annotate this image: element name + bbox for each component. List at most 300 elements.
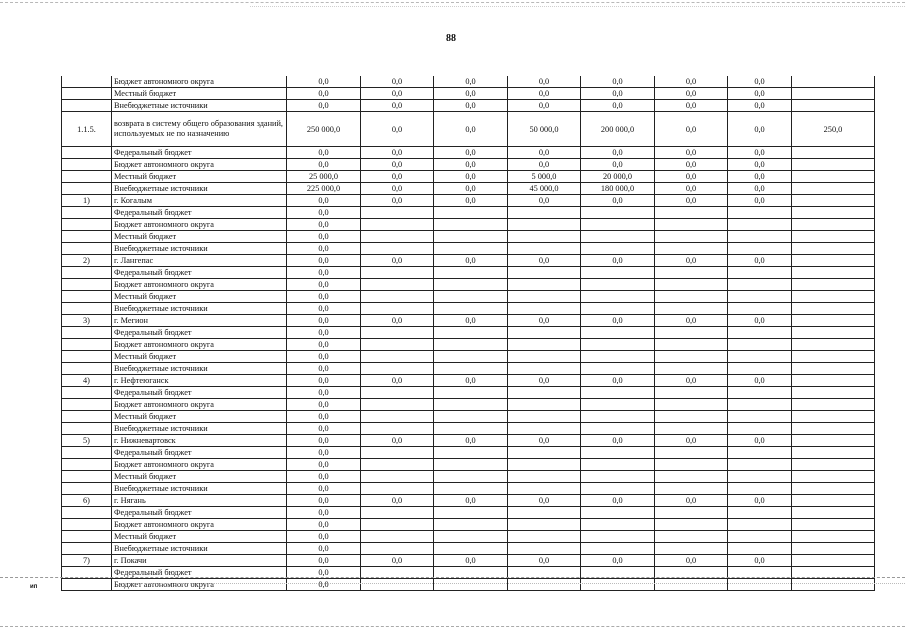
funding-source-name: Местный бюджет bbox=[112, 531, 287, 543]
amount-cell bbox=[792, 207, 875, 219]
amount-cell: 0,0 bbox=[434, 255, 508, 267]
funding-source-name: Федеральный бюджет bbox=[112, 147, 287, 159]
table-row bbox=[62, 351, 875, 363]
row-number bbox=[62, 447, 112, 459]
amount-cell bbox=[508, 543, 581, 555]
page-number: 88 bbox=[446, 33, 456, 44]
amount-cell bbox=[361, 459, 434, 471]
footer-code: ип bbox=[30, 584, 38, 590]
amount-cell: 0,0 bbox=[287, 339, 361, 351]
funding-source-name: Внебюджетные источники bbox=[112, 543, 287, 555]
amount-cell: 0,0 bbox=[434, 195, 508, 207]
amount-cell bbox=[728, 303, 792, 315]
amount-cell bbox=[361, 279, 434, 291]
table-row bbox=[62, 88, 875, 100]
amount-cell: 0,0 bbox=[728, 76, 792, 88]
amount-cell bbox=[792, 327, 875, 339]
amount-cell bbox=[434, 279, 508, 291]
table-row bbox=[62, 100, 875, 112]
amount-cell: 0,0 bbox=[287, 507, 361, 519]
funding-source-name: Федеральный бюджет bbox=[112, 507, 287, 519]
amount-cell bbox=[434, 351, 508, 363]
amount-cell: 0,0 bbox=[655, 495, 728, 507]
amount-cell bbox=[792, 363, 875, 375]
funding-source-name: Внебюджетные источники bbox=[112, 183, 287, 195]
row-number bbox=[62, 579, 112, 591]
amount-cell: 0,0 bbox=[728, 375, 792, 387]
amount-cell bbox=[508, 327, 581, 339]
amount-cell bbox=[728, 531, 792, 543]
amount-cell: 0,0 bbox=[287, 543, 361, 555]
amount-cell bbox=[581, 483, 655, 495]
amount-cell bbox=[728, 363, 792, 375]
amount-cell: 20 000,0 bbox=[581, 171, 655, 183]
amount-cell: 0,0 bbox=[434, 495, 508, 507]
row-number bbox=[62, 207, 112, 219]
amount-cell: 225 000,0 bbox=[287, 183, 361, 195]
amount-cell bbox=[508, 507, 581, 519]
amount-cell: 0,0 bbox=[508, 159, 581, 171]
amount-cell bbox=[655, 327, 728, 339]
funding-source-name: г. Нижневартовск bbox=[112, 435, 287, 447]
funding-source-name: возврата в систему общего образования зданий, используемых не по назначению bbox=[112, 112, 287, 147]
table-row bbox=[62, 483, 875, 495]
funding-source-name: Внебюджетные источники bbox=[112, 243, 287, 255]
amount-cell: 0,0 bbox=[361, 76, 434, 88]
amount-cell bbox=[508, 447, 581, 459]
table-row bbox=[62, 471, 875, 483]
amount-cell: 0,0 bbox=[361, 495, 434, 507]
amount-cell: 0,0 bbox=[287, 447, 361, 459]
amount-cell: 0,0 bbox=[581, 147, 655, 159]
amount-cell bbox=[792, 519, 875, 531]
amount-cell bbox=[581, 447, 655, 459]
funding-source-name: Бюджет автономного округа bbox=[112, 159, 287, 171]
amount-cell bbox=[434, 507, 508, 519]
amount-cell bbox=[434, 231, 508, 243]
amount-cell: 0,0 bbox=[728, 315, 792, 327]
amount-cell bbox=[728, 447, 792, 459]
amount-cell: 0,0 bbox=[728, 112, 792, 147]
amount-cell: 0,0 bbox=[655, 147, 728, 159]
amount-cell bbox=[581, 219, 655, 231]
funding-source-name: Федеральный бюджет bbox=[112, 207, 287, 219]
amount-cell: 0,0 bbox=[287, 291, 361, 303]
scan-edge-footer bbox=[0, 626, 905, 627]
amount-cell: 0,0 bbox=[434, 183, 508, 195]
amount-cell bbox=[434, 339, 508, 351]
amount-cell bbox=[361, 447, 434, 459]
amount-cell: 0,0 bbox=[508, 100, 581, 112]
amount-cell: 0,0 bbox=[361, 112, 434, 147]
amount-cell bbox=[655, 387, 728, 399]
funding-source-name: г. Нефтеюганск bbox=[112, 375, 287, 387]
funding-source-name: г. Нягань bbox=[112, 495, 287, 507]
amount-cell: 0,0 bbox=[655, 255, 728, 267]
amount-cell bbox=[361, 543, 434, 555]
table-row bbox=[62, 339, 875, 351]
amount-cell bbox=[361, 339, 434, 351]
amount-cell bbox=[792, 435, 875, 447]
amount-cell: 0,0 bbox=[728, 195, 792, 207]
row-number bbox=[62, 543, 112, 555]
amount-cell: 0,0 bbox=[508, 495, 581, 507]
amount-cell bbox=[792, 483, 875, 495]
funding-source-name: Федеральный бюджет bbox=[112, 327, 287, 339]
amount-cell bbox=[581, 459, 655, 471]
amount-cell: 0,0 bbox=[581, 435, 655, 447]
amount-cell: 0,0 bbox=[655, 100, 728, 112]
amount-cell: 0,0 bbox=[434, 147, 508, 159]
table-row bbox=[62, 279, 875, 291]
amount-cell bbox=[792, 76, 875, 88]
table-row bbox=[62, 327, 875, 339]
amount-cell bbox=[792, 88, 875, 100]
table-row bbox=[62, 219, 875, 231]
amount-cell: 0,0 bbox=[581, 88, 655, 100]
amount-cell: 0,0 bbox=[581, 159, 655, 171]
amount-cell: 0,0 bbox=[361, 159, 434, 171]
amount-cell bbox=[655, 231, 728, 243]
amount-cell: 0,0 bbox=[287, 207, 361, 219]
table-row bbox=[62, 255, 875, 267]
amount-cell bbox=[792, 243, 875, 255]
amount-cell bbox=[581, 387, 655, 399]
amount-cell bbox=[508, 231, 581, 243]
funding-source-name: Бюджет автономного округа bbox=[112, 339, 287, 351]
amount-cell bbox=[434, 471, 508, 483]
table-row bbox=[62, 507, 875, 519]
amount-cell bbox=[508, 363, 581, 375]
amount-cell: 0,0 bbox=[287, 399, 361, 411]
amount-cell: 0,0 bbox=[508, 375, 581, 387]
amount-cell: 0,0 bbox=[287, 219, 361, 231]
amount-cell bbox=[361, 507, 434, 519]
amount-cell bbox=[655, 411, 728, 423]
funding-source-name: Местный бюджет bbox=[112, 231, 287, 243]
amount-cell: 0,0 bbox=[655, 555, 728, 567]
amount-cell bbox=[581, 507, 655, 519]
table-row bbox=[62, 76, 875, 88]
funding-source-name: Местный бюджет bbox=[112, 411, 287, 423]
table-row bbox=[62, 459, 875, 471]
amount-cell: 0,0 bbox=[287, 88, 361, 100]
amount-cell bbox=[581, 423, 655, 435]
amount-cell: 0,0 bbox=[581, 375, 655, 387]
amount-cell: 0,0 bbox=[728, 495, 792, 507]
row-number: 2) bbox=[62, 255, 112, 267]
amount-cell: 0,0 bbox=[287, 567, 361, 579]
amount-cell: 0,0 bbox=[508, 147, 581, 159]
amount-cell: 0,0 bbox=[434, 76, 508, 88]
amount-cell bbox=[728, 279, 792, 291]
amount-cell bbox=[508, 471, 581, 483]
table-row bbox=[62, 207, 875, 219]
table-row bbox=[62, 183, 875, 195]
amount-cell bbox=[581, 207, 655, 219]
amount-cell: 0,0 bbox=[728, 100, 792, 112]
row-number: 7) bbox=[62, 555, 112, 567]
amount-cell bbox=[361, 327, 434, 339]
amount-cell bbox=[581, 231, 655, 243]
row-number bbox=[62, 399, 112, 411]
funding-source-name: г. Покачи bbox=[112, 555, 287, 567]
row-number bbox=[62, 231, 112, 243]
amount-cell bbox=[728, 207, 792, 219]
amount-cell bbox=[792, 555, 875, 567]
amount-cell: 0,0 bbox=[287, 423, 361, 435]
amount-cell: 0,0 bbox=[655, 171, 728, 183]
table-row bbox=[62, 171, 875, 183]
amount-cell: 0,0 bbox=[361, 147, 434, 159]
amount-cell bbox=[434, 423, 508, 435]
row-number bbox=[62, 147, 112, 159]
amount-cell bbox=[792, 195, 875, 207]
amount-cell bbox=[792, 267, 875, 279]
amount-cell bbox=[434, 399, 508, 411]
amount-cell bbox=[508, 411, 581, 423]
amount-cell: 0,0 bbox=[655, 88, 728, 100]
row-number bbox=[62, 387, 112, 399]
row-number bbox=[62, 279, 112, 291]
amount-cell bbox=[581, 543, 655, 555]
row-number bbox=[62, 219, 112, 231]
table-row bbox=[62, 375, 875, 387]
table-row bbox=[62, 555, 875, 567]
scan-edge-top-secondary bbox=[250, 6, 905, 8]
amount-cell bbox=[728, 267, 792, 279]
amount-cell bbox=[581, 399, 655, 411]
amount-cell bbox=[792, 183, 875, 195]
row-number bbox=[62, 363, 112, 375]
amount-cell bbox=[508, 339, 581, 351]
amount-cell: 0,0 bbox=[287, 279, 361, 291]
amount-cell: 0,0 bbox=[287, 327, 361, 339]
amount-cell bbox=[581, 339, 655, 351]
table-row bbox=[62, 159, 875, 171]
amount-cell: 0,0 bbox=[287, 351, 361, 363]
row-number bbox=[62, 507, 112, 519]
amount-cell bbox=[434, 579, 508, 591]
table-row bbox=[62, 423, 875, 435]
amount-cell bbox=[655, 423, 728, 435]
funding-source-name: Бюджет автономного округа bbox=[112, 399, 287, 411]
amount-cell: 0,0 bbox=[728, 147, 792, 159]
amount-cell bbox=[728, 339, 792, 351]
amount-cell bbox=[361, 219, 434, 231]
funding-source-name: Федеральный бюджет bbox=[112, 567, 287, 579]
amount-cell: 0,0 bbox=[287, 459, 361, 471]
amount-cell: 250,0 bbox=[792, 112, 875, 147]
amount-cell bbox=[508, 579, 581, 591]
amount-cell bbox=[361, 471, 434, 483]
amount-cell: 0,0 bbox=[581, 76, 655, 88]
amount-cell bbox=[508, 279, 581, 291]
amount-cell: 0,0 bbox=[581, 555, 655, 567]
amount-cell bbox=[728, 219, 792, 231]
amount-cell bbox=[581, 411, 655, 423]
amount-cell bbox=[434, 531, 508, 543]
amount-cell bbox=[655, 507, 728, 519]
amount-cell: 0,0 bbox=[655, 112, 728, 147]
amount-cell: 5 000,0 bbox=[508, 171, 581, 183]
amount-cell bbox=[581, 579, 655, 591]
amount-cell: 0,0 bbox=[287, 147, 361, 159]
funding-source-name: Бюджет автономного округа bbox=[112, 459, 287, 471]
amount-cell: 0,0 bbox=[287, 243, 361, 255]
amount-cell bbox=[792, 423, 875, 435]
row-number bbox=[62, 243, 112, 255]
amount-cell bbox=[728, 291, 792, 303]
amount-cell bbox=[655, 363, 728, 375]
amount-cell: 0,0 bbox=[287, 100, 361, 112]
table-row bbox=[62, 495, 875, 507]
amount-cell bbox=[581, 363, 655, 375]
row-number bbox=[62, 183, 112, 195]
amount-cell bbox=[792, 315, 875, 327]
amount-cell bbox=[508, 459, 581, 471]
scan-edge-bottom bbox=[0, 577, 905, 578]
amount-cell bbox=[792, 303, 875, 315]
amount-cell bbox=[434, 387, 508, 399]
row-number bbox=[62, 471, 112, 483]
amount-cell bbox=[792, 387, 875, 399]
funding-source-name: Федеральный бюджет bbox=[112, 387, 287, 399]
amount-cell: 0,0 bbox=[434, 159, 508, 171]
amount-cell: 25 000,0 bbox=[287, 171, 361, 183]
amount-cell: 0,0 bbox=[287, 375, 361, 387]
amount-cell bbox=[792, 159, 875, 171]
funding-source-name: г. Лангепас bbox=[112, 255, 287, 267]
amount-cell bbox=[655, 459, 728, 471]
amount-cell bbox=[655, 519, 728, 531]
amount-cell bbox=[361, 291, 434, 303]
funding-source-name: Федеральный бюджет bbox=[112, 447, 287, 459]
amount-cell bbox=[361, 231, 434, 243]
amount-cell bbox=[434, 459, 508, 471]
table-row bbox=[62, 411, 875, 423]
amount-cell: 0,0 bbox=[287, 76, 361, 88]
row-number bbox=[62, 76, 112, 88]
amount-cell bbox=[581, 291, 655, 303]
amount-cell: 0,0 bbox=[361, 88, 434, 100]
funding-source-name: Местный бюджет bbox=[112, 171, 287, 183]
amount-cell bbox=[792, 531, 875, 543]
amount-cell bbox=[434, 207, 508, 219]
amount-cell bbox=[655, 219, 728, 231]
row-number bbox=[62, 351, 112, 363]
amount-cell bbox=[655, 243, 728, 255]
amount-cell bbox=[508, 483, 581, 495]
amount-cell bbox=[728, 327, 792, 339]
amount-cell: 0,0 bbox=[287, 411, 361, 423]
amount-cell: 0,0 bbox=[728, 171, 792, 183]
funding-source-name: Федеральный бюджет bbox=[112, 267, 287, 279]
amount-cell bbox=[655, 291, 728, 303]
amount-cell bbox=[728, 579, 792, 591]
amount-cell bbox=[728, 231, 792, 243]
row-number: 5) bbox=[62, 435, 112, 447]
amount-cell bbox=[581, 531, 655, 543]
amount-cell: 0,0 bbox=[434, 100, 508, 112]
amount-cell: 0,0 bbox=[287, 255, 361, 267]
amount-cell: 0,0 bbox=[655, 76, 728, 88]
amount-cell bbox=[728, 471, 792, 483]
amount-cell bbox=[434, 243, 508, 255]
amount-cell bbox=[508, 207, 581, 219]
amount-cell bbox=[581, 327, 655, 339]
amount-cell bbox=[728, 543, 792, 555]
amount-cell bbox=[792, 219, 875, 231]
amount-cell: 0,0 bbox=[287, 579, 361, 591]
row-number bbox=[62, 519, 112, 531]
row-number bbox=[62, 88, 112, 100]
funding-source-name: Внебюджетные источники bbox=[112, 100, 287, 112]
table-row bbox=[62, 579, 875, 591]
amount-cell bbox=[361, 423, 434, 435]
amount-cell bbox=[655, 483, 728, 495]
amount-cell bbox=[655, 267, 728, 279]
amount-cell: 0,0 bbox=[508, 315, 581, 327]
amount-cell bbox=[508, 267, 581, 279]
amount-cell bbox=[361, 351, 434, 363]
amount-cell bbox=[581, 267, 655, 279]
amount-cell: 0,0 bbox=[287, 363, 361, 375]
amount-cell bbox=[728, 243, 792, 255]
amount-cell bbox=[655, 399, 728, 411]
amount-cell bbox=[361, 207, 434, 219]
amount-cell: 0,0 bbox=[508, 88, 581, 100]
amount-cell: 0,0 bbox=[287, 315, 361, 327]
amount-cell bbox=[361, 267, 434, 279]
amount-cell bbox=[508, 519, 581, 531]
amount-cell bbox=[792, 291, 875, 303]
amount-cell: 0,0 bbox=[728, 88, 792, 100]
amount-cell: 0,0 bbox=[287, 435, 361, 447]
amount-cell bbox=[508, 351, 581, 363]
table-row bbox=[62, 291, 875, 303]
row-number: 3) bbox=[62, 315, 112, 327]
amount-cell: 0,0 bbox=[361, 255, 434, 267]
amount-cell bbox=[792, 279, 875, 291]
amount-cell: 0,0 bbox=[581, 195, 655, 207]
amount-cell bbox=[361, 243, 434, 255]
table-row bbox=[62, 531, 875, 543]
table-row bbox=[62, 231, 875, 243]
amount-cell bbox=[792, 543, 875, 555]
amount-cell: 0,0 bbox=[434, 171, 508, 183]
amount-cell bbox=[728, 507, 792, 519]
amount-cell: 0,0 bbox=[361, 171, 434, 183]
funding-source-name: Внебюджетные источники bbox=[112, 363, 287, 375]
table-row bbox=[62, 315, 875, 327]
amount-cell: 0,0 bbox=[287, 483, 361, 495]
amount-cell bbox=[792, 459, 875, 471]
amount-cell bbox=[508, 531, 581, 543]
amount-cell bbox=[728, 519, 792, 531]
amount-cell bbox=[581, 243, 655, 255]
amount-cell: 0,0 bbox=[287, 555, 361, 567]
amount-cell: 0,0 bbox=[655, 375, 728, 387]
amount-cell: 0,0 bbox=[434, 315, 508, 327]
row-number bbox=[62, 459, 112, 471]
amount-cell bbox=[792, 507, 875, 519]
amount-cell bbox=[792, 231, 875, 243]
table-row bbox=[62, 519, 875, 531]
amount-cell bbox=[434, 291, 508, 303]
budget-table-body bbox=[62, 76, 875, 591]
amount-cell: 0,0 bbox=[434, 88, 508, 100]
